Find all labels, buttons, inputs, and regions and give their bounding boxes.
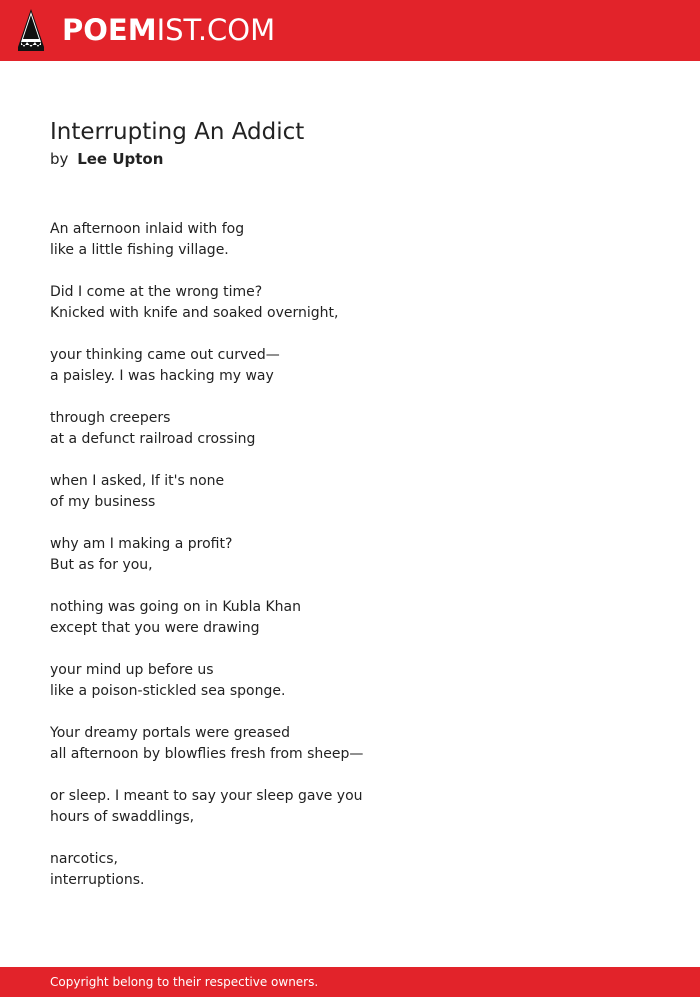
byline [50, 149, 163, 169]
author-name: Lee Upton [77, 150, 164, 168]
poem-line: like a poison-stickled sea sponge. [50, 683, 286, 699]
poem-line: Your dreamy portals were greased [50, 725, 291, 741]
poem-line: interruptions. [50, 872, 145, 888]
poem-line: except that you were drawing [50, 620, 260, 636]
poem-line: your mind up before us [50, 662, 214, 678]
poem-line: at a defunct railroad crossing [50, 431, 256, 447]
stanza [50, 786, 650, 828]
poem-line: or sleep. I meant to say your sleep gave you [50, 788, 363, 804]
poem-line: why am I making a profit? [50, 536, 233, 552]
logo-text-light: IST.COM [156, 13, 276, 47]
poem-line: a paisley. I was hacking my way [50, 368, 274, 384]
stanza [50, 723, 650, 765]
poem-line: like a little fishing village. [50, 242, 229, 258]
stanza [50, 282, 650, 324]
stanza [50, 345, 650, 387]
site-logo[interactable] [62, 13, 275, 47]
poem-line: through creepers [50, 410, 171, 426]
poem-line: hours of swaddlings, [50, 809, 195, 825]
poem-line: nothing was going on in Kubla Khan [50, 599, 301, 615]
stanza [50, 660, 650, 702]
copyright-notice: Copyright belong to their respective owners. [50, 975, 319, 989]
stanza [50, 471, 650, 513]
poem-line: when I asked, If it's none [50, 473, 225, 489]
stanza [50, 219, 650, 261]
by-label: by [50, 150, 69, 168]
poem-line: your thinking came out curved— [50, 347, 280, 363]
poem-line: Knicked with knife and soaked overnight, [50, 305, 339, 321]
poem-line: narcotics, [50, 851, 118, 867]
poem-line: But as for you, [50, 557, 153, 573]
logo-text-bold: POEM [62, 13, 157, 47]
poem-line: all afternoon by blowflies fresh from sheep— [50, 746, 364, 762]
poem-title: Interrupting An Addict [50, 119, 305, 145]
stanza [50, 597, 650, 639]
poem-line: of my business [50, 494, 156, 510]
poem-line: An afternoon inlaid with fog [50, 221, 245, 237]
poem-line: Did I come at the wrong time? [50, 284, 263, 300]
stanza [50, 408, 650, 450]
poem-body [50, 219, 650, 912]
site-header [0, 0, 700, 61]
pencil-tip-icon[interactable] [18, 9, 44, 51]
site-footer [0, 967, 700, 997]
stanza [50, 534, 650, 576]
stanza [50, 849, 650, 891]
